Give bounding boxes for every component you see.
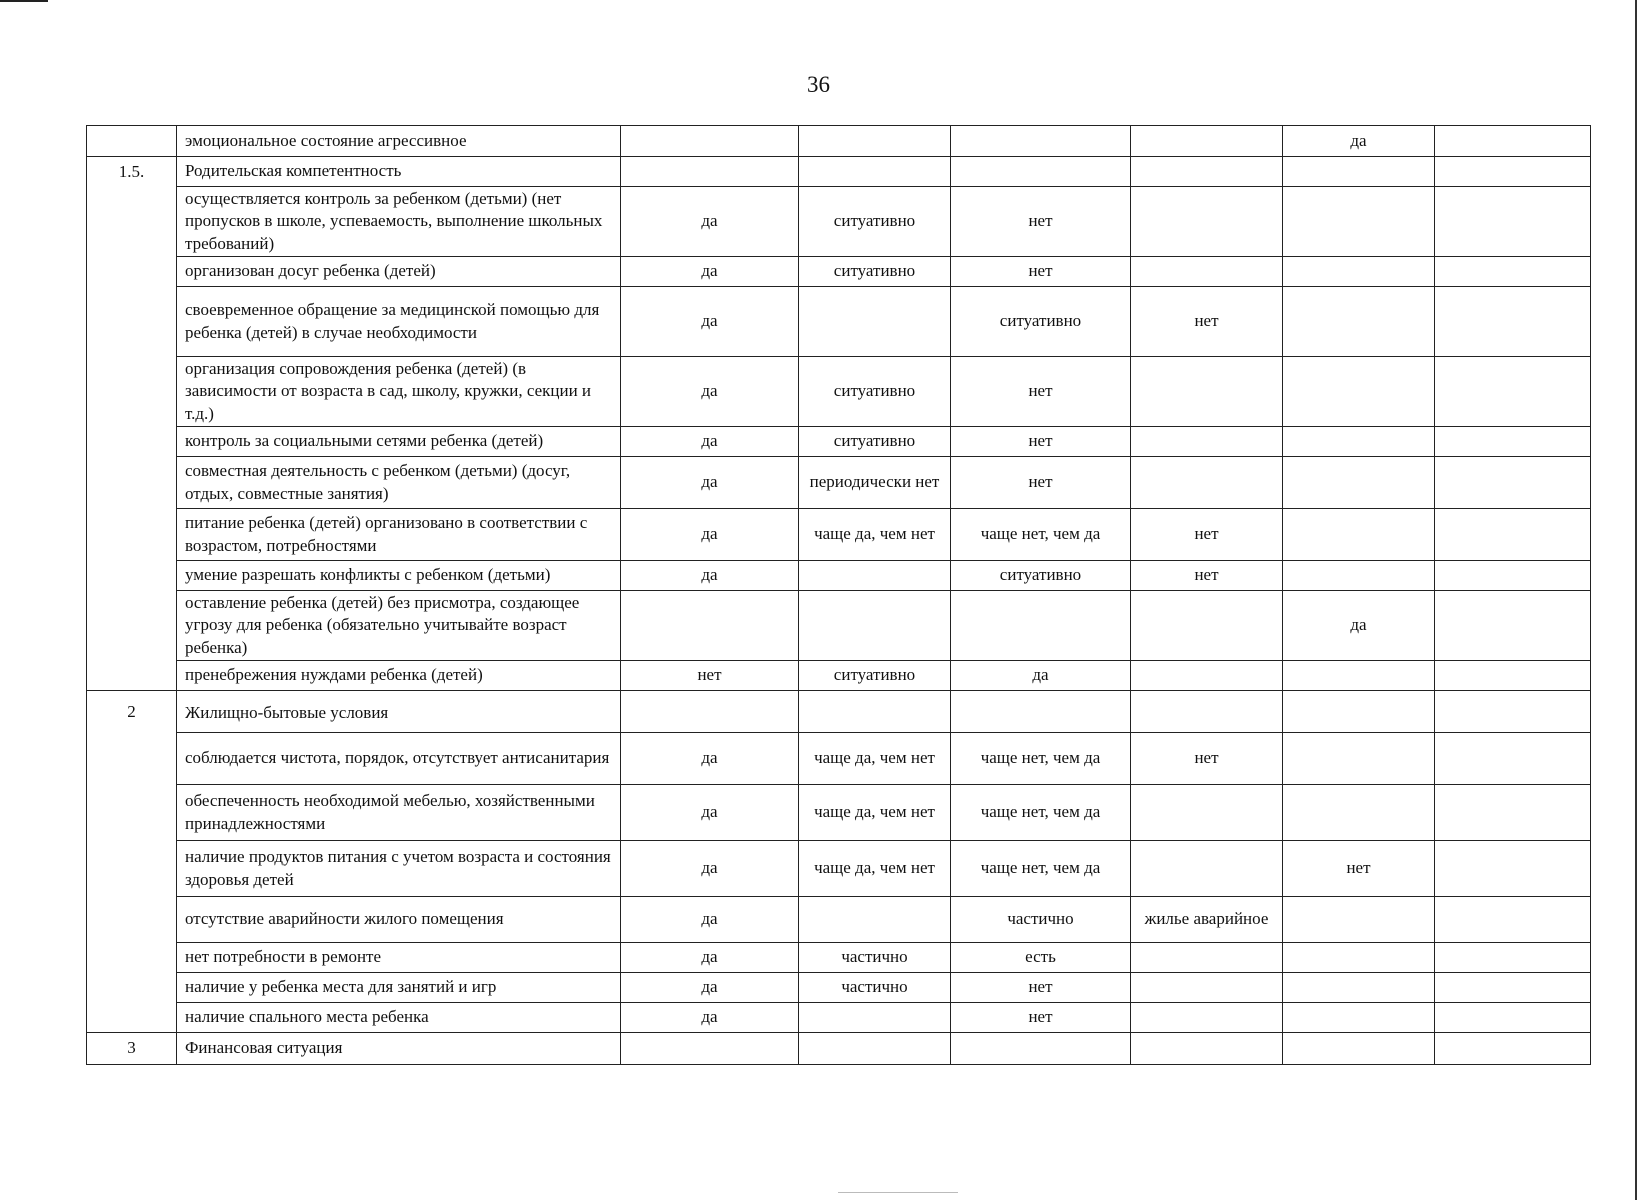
row-number	[87, 973, 177, 1003]
value-cell: ситуативно	[799, 427, 951, 457]
value-cell: ситуативно	[951, 561, 1131, 591]
indicator-cell: нет потребности в ремонте	[177, 943, 621, 973]
row-number	[87, 733, 177, 785]
row-number	[87, 841, 177, 897]
value-cell	[799, 897, 951, 943]
value-cell: чаще да, чем нет	[799, 733, 951, 785]
value-cell	[1283, 561, 1435, 591]
page-number: 36	[807, 72, 830, 97]
value-cell	[1283, 1003, 1435, 1033]
value-cell: есть	[951, 943, 1131, 973]
indicator-cell: пренебрежения нуждами ребенка (детей)	[177, 661, 621, 691]
value-cell	[1131, 591, 1283, 661]
value-cell	[1283, 661, 1435, 691]
table-row	[87, 157, 1591, 187]
value-cell	[799, 287, 951, 357]
value-cell: да	[621, 561, 799, 591]
value-cell: да	[1283, 591, 1435, 661]
value-cell	[1435, 943, 1591, 973]
value-cell	[1283, 785, 1435, 841]
section-heading: Финансовая ситуация	[177, 1033, 621, 1065]
value-cell	[1131, 157, 1283, 187]
row-number	[87, 427, 177, 457]
value-cell: частично	[799, 943, 951, 973]
value-cell	[1131, 691, 1283, 733]
value-cell	[951, 691, 1131, 733]
value-cell	[1435, 561, 1591, 591]
value-cell: нет	[1131, 287, 1283, 357]
value-cell	[1283, 457, 1435, 509]
row-number	[87, 785, 177, 841]
value-cell: да	[621, 257, 799, 287]
indicator-cell: совместная деятельность с ребенком (детьми) (досуг, отдых, совместные занятия)	[177, 457, 621, 509]
value-cell	[1283, 427, 1435, 457]
table-row	[87, 785, 1591, 841]
table-row	[87, 1003, 1591, 1033]
value-cell: ситуативно	[799, 357, 951, 427]
value-cell	[1435, 661, 1591, 691]
indicator-cell: соблюдается чистота, порядок, отсутствует антисанитария	[177, 733, 621, 785]
value-cell: ситуативно	[951, 287, 1131, 357]
row-number	[87, 561, 177, 591]
value-cell	[799, 591, 951, 661]
table-row	[87, 897, 1591, 943]
value-cell: чаще нет, чем да	[951, 785, 1131, 841]
value-cell	[1131, 457, 1283, 509]
value-cell: да	[621, 187, 799, 257]
value-cell	[1435, 897, 1591, 943]
table-body	[87, 126, 1591, 1065]
value-cell	[1283, 157, 1435, 187]
value-cell	[1131, 841, 1283, 897]
value-cell	[1283, 691, 1435, 733]
value-cell: да	[621, 943, 799, 973]
indicator-cell: наличие продуктов питания с учетом возраста и состояния здоровья детей	[177, 841, 621, 897]
value-cell	[1283, 187, 1435, 257]
value-cell: да	[621, 1003, 799, 1033]
table-row	[87, 943, 1591, 973]
value-cell: да	[621, 427, 799, 457]
value-cell: нет	[951, 357, 1131, 427]
row-number	[87, 509, 177, 561]
value-cell	[621, 691, 799, 733]
value-cell: чаще нет, чем да	[951, 509, 1131, 561]
value-cell	[1131, 1003, 1283, 1033]
value-cell: ситуативно	[799, 661, 951, 691]
row-number	[87, 287, 177, 357]
value-cell: чаще да, чем нет	[799, 785, 951, 841]
value-cell	[1435, 733, 1591, 785]
indicator-cell: контроль за социальными сетями ребенка (детей)	[177, 427, 621, 457]
value-cell: жилье аварийное	[1131, 897, 1283, 943]
value-cell: нет	[951, 257, 1131, 287]
value-cell: чаще да, чем нет	[799, 841, 951, 897]
value-cell: нет	[951, 973, 1131, 1003]
row-number: 1.5.	[87, 157, 177, 187]
value-cell: чаще нет, чем да	[951, 841, 1131, 897]
value-cell: частично	[951, 897, 1131, 943]
value-cell	[951, 157, 1131, 187]
row-number: 3	[87, 1033, 177, 1065]
row-number	[87, 591, 177, 661]
section-heading: Жилищно-бытовые условия	[177, 691, 621, 733]
indicator-cell: умение разрешать конфликты с ребенком (детьми)	[177, 561, 621, 591]
value-cell: нет	[1131, 509, 1283, 561]
value-cell	[621, 1033, 799, 1065]
value-cell: да	[1283, 126, 1435, 157]
value-cell	[799, 157, 951, 187]
table-row	[87, 661, 1591, 691]
value-cell: да	[621, 357, 799, 427]
value-cell: да	[621, 841, 799, 897]
value-cell: нет	[1131, 561, 1283, 591]
table-row	[87, 457, 1591, 509]
table-row	[87, 357, 1591, 427]
value-cell	[1435, 785, 1591, 841]
value-cell: да	[621, 897, 799, 943]
value-cell	[621, 591, 799, 661]
value-cell	[1283, 509, 1435, 561]
row-number	[87, 126, 177, 157]
value-cell	[1283, 357, 1435, 427]
value-cell	[1131, 785, 1283, 841]
value-cell: да	[951, 661, 1131, 691]
value-cell	[951, 1033, 1131, 1065]
value-cell	[1283, 257, 1435, 287]
value-cell	[799, 126, 951, 157]
value-cell: периодически нет	[799, 457, 951, 509]
value-cell	[1283, 897, 1435, 943]
value-cell	[621, 126, 799, 157]
indicator-cell: осуществляется контроль за ребенком (детьми) (нет пропусков в школе, успеваемость, выполнение школьных требований)	[177, 187, 621, 257]
scan-artifact-smudge	[838, 1192, 958, 1193]
value-cell	[1435, 691, 1591, 733]
value-cell: нет	[621, 661, 799, 691]
row-number: 2	[87, 691, 177, 733]
value-cell	[1131, 973, 1283, 1003]
value-cell	[1435, 1033, 1591, 1065]
value-cell: чаще нет, чем да	[951, 733, 1131, 785]
value-cell	[1435, 187, 1591, 257]
value-cell	[1435, 509, 1591, 561]
value-cell: да	[621, 509, 799, 561]
value-cell	[1435, 157, 1591, 187]
table-row	[87, 691, 1591, 733]
value-cell	[1435, 841, 1591, 897]
value-cell: нет	[951, 457, 1131, 509]
value-cell: да	[621, 785, 799, 841]
value-cell: да	[621, 287, 799, 357]
indicator-cell: питание ребенка (детей) организовано в соответствии с возрастом, потребностями	[177, 509, 621, 561]
row-number	[87, 457, 177, 509]
value-cell	[799, 1033, 951, 1065]
indicator-cell: обеспеченность необходимой мебелью, хозяйственными принадлежностями	[177, 785, 621, 841]
row-number	[87, 357, 177, 427]
value-cell	[799, 561, 951, 591]
value-cell: частично	[799, 973, 951, 1003]
indicator-cell: наличие у ребенка места для занятий и игр	[177, 973, 621, 1003]
value-cell	[1435, 591, 1591, 661]
value-cell: да	[621, 733, 799, 785]
value-cell	[1435, 457, 1591, 509]
assessment-table	[86, 125, 1591, 1065]
table-row	[87, 733, 1591, 785]
indicator-cell: наличие спального места ребенка	[177, 1003, 621, 1033]
value-cell	[1435, 427, 1591, 457]
value-cell: чаще да, чем нет	[799, 509, 951, 561]
value-cell	[951, 126, 1131, 157]
table-row	[87, 509, 1591, 561]
row-number	[87, 1003, 177, 1033]
value-cell: нет	[951, 427, 1131, 457]
table-row	[87, 126, 1591, 157]
value-cell	[1283, 943, 1435, 973]
row-number	[87, 257, 177, 287]
value-cell	[1131, 1033, 1283, 1065]
value-cell	[799, 691, 951, 733]
table-row	[87, 1033, 1591, 1065]
value-cell	[1283, 1033, 1435, 1065]
value-cell	[1131, 357, 1283, 427]
row-number	[87, 661, 177, 691]
value-cell	[621, 157, 799, 187]
value-cell	[1283, 973, 1435, 1003]
value-cell	[1435, 257, 1591, 287]
value-cell: ситуативно	[799, 257, 951, 287]
value-cell	[1283, 287, 1435, 357]
table-row	[87, 561, 1591, 591]
value-cell: нет	[951, 187, 1131, 257]
value-cell	[1435, 126, 1591, 157]
table-row	[87, 841, 1591, 897]
indicator-cell: организация сопровождения ребенка (детей) (в зависимости от возраста в сад, школу, кружки, секции и т.д.)	[177, 357, 621, 427]
scan-artifact-top	[0, 0, 48, 2]
table-row	[87, 257, 1591, 287]
value-cell	[1131, 661, 1283, 691]
table-row	[87, 287, 1591, 357]
value-cell	[1283, 733, 1435, 785]
value-cell	[1131, 126, 1283, 157]
row-number	[87, 943, 177, 973]
table-row	[87, 427, 1591, 457]
indicator-cell: отсутствие аварийности жилого помещения	[177, 897, 621, 943]
indicator-cell: оставление ребенка (детей) без присмотра, создающее угрозу для ребенка (обязательно учитывайте возраст ребенка)	[177, 591, 621, 661]
section-heading: Родительская компетентность	[177, 157, 621, 187]
value-cell: нет	[1283, 841, 1435, 897]
value-cell	[799, 1003, 951, 1033]
value-cell	[1131, 427, 1283, 457]
value-cell	[1435, 1003, 1591, 1033]
value-cell: нет	[951, 1003, 1131, 1033]
value-cell: нет	[1131, 733, 1283, 785]
value-cell	[1131, 187, 1283, 257]
value-cell: да	[621, 973, 799, 1003]
indicator-cell: своевременное обращение за медицинской помощью для ребенка (детей) в случае необходимости	[177, 287, 621, 357]
indicator-cell: организован досуг ребенка (детей)	[177, 257, 621, 287]
indicator-cell: эмоциональное состояние агрессивное	[177, 126, 621, 157]
value-cell	[1131, 943, 1283, 973]
value-cell	[1435, 287, 1591, 357]
value-cell	[1435, 973, 1591, 1003]
value-cell	[1131, 257, 1283, 287]
value-cell: ситуативно	[799, 187, 951, 257]
table-row	[87, 973, 1591, 1003]
row-number	[87, 187, 177, 257]
row-number	[87, 897, 177, 943]
table-row	[87, 591, 1591, 661]
value-cell	[1435, 357, 1591, 427]
value-cell: да	[621, 457, 799, 509]
table-row	[87, 187, 1591, 257]
value-cell	[951, 591, 1131, 661]
